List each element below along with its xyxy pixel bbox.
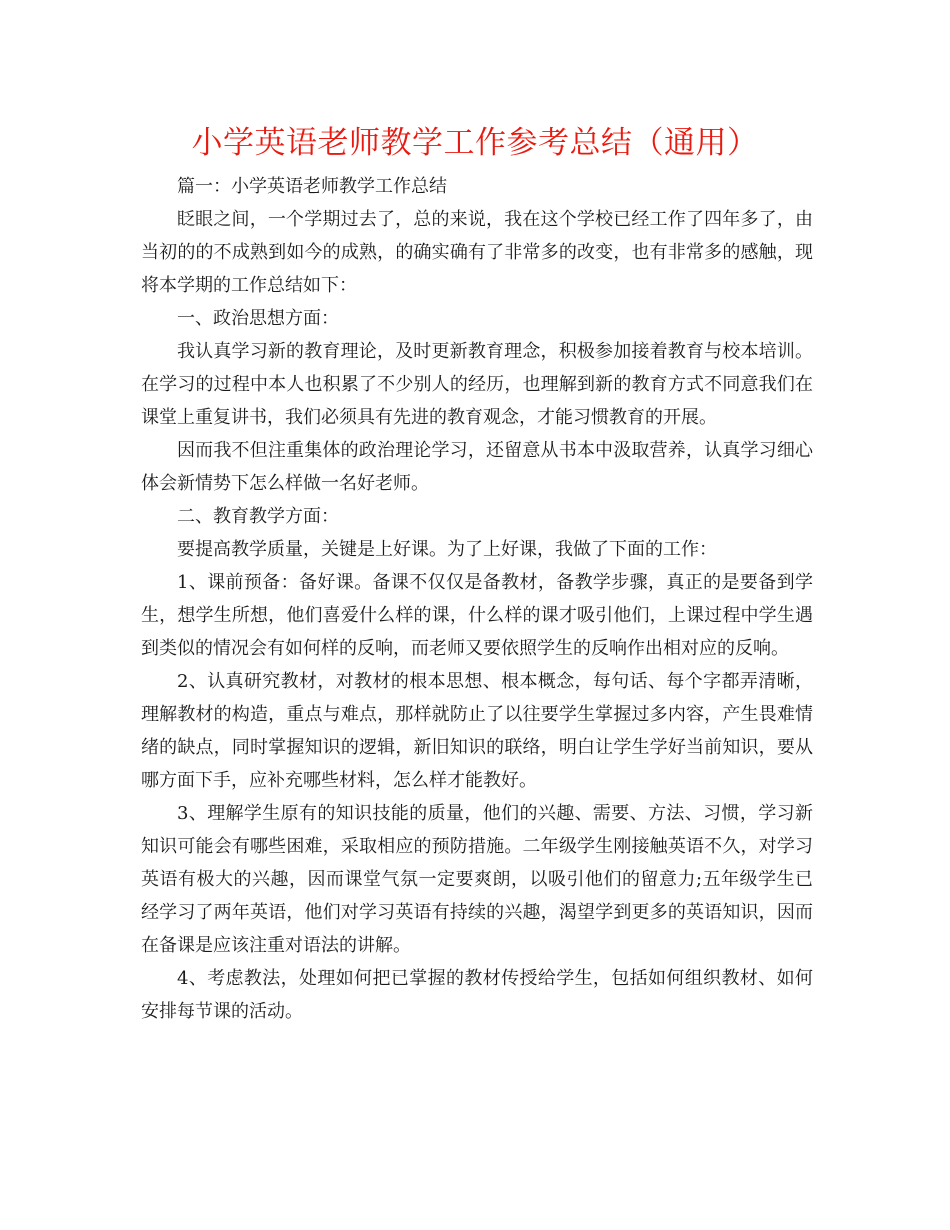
teaching-item-2: 2、认真研究教材，对教材的根本思想、根本概念，每句话、每个字都弄清晰，理解教材的构造，重点与难点，那样就防止了以往要学生掌握过多内容，产生畏难情绪的缺点，同时掌握知识的逻辑，新旧知识的联络，明白让学生学好当前知识，要从哪方面下手，应补充哪些材料，怎么样才能教好。 (141, 671, 813, 791)
document-title: 小学英语老师教学工作参考总结（通用） (191, 125, 759, 161)
document-body (141, 170, 813, 1028)
teaching-item-1: 1、课前预备：备好课。备课不仅仅是备教材，备教学步骤，真正的是要备到学生，想学生所想，他们喜爱什么样的课，什么样的课才吸引他们，上课过程中学生遇到类似的情况会有如何样的反响，而老师又要依照学生的反响作出相对应的反响。 (141, 572, 813, 659)
teaching-item-4: 4、考虑教法，处理如何把已掌握的教材传授给学生，包括如何组织教材、如何安排每节课的活动。 (141, 968, 813, 1022)
section-subtitle: 篇一：小学英语老师教学工作总结 (177, 176, 447, 197)
intro-paragraph: 眨眼之间，一个学期过去了，总的来说，我在这个学校已经工作了四年多了，由当初的的不成熟到如今的成熟，的确实确有了非常多的改变，也有非常多的感触，现将本学期的工作总结如下： (141, 209, 813, 296)
politics-paragraph-2: 因而我不但注重集体的政治理论学习，还留意从书本中汲取营养，认真学习细心体会新情势下怎么样做一名好老师。 (141, 440, 813, 494)
section-heading-politics: 一、政治思想方面： (177, 308, 339, 329)
politics-paragraph-1: 我认真学习新的教育理论，及时更新教育理念，积极参加接着教育与校本培训。在学习的过程中本人也积累了不少别人的经历，也理解到新的教育方式不同意我们在课堂上重复讲书，我们必须具有先进的教育观念，才能习惯教育的开展。 (141, 341, 813, 428)
teaching-intro-paragraph: 要提高教学质量，关键是上好课。为了上好课，我做了下面的工作： (177, 539, 717, 560)
section-heading-teaching: 二、教育教学方面： (177, 506, 339, 527)
teaching-item-3: 3、理解学生原有的知识技能的质量，他们的兴趣、需要、方法、习惯，学习新知识可能会有哪些困难，采取相应的预防措施。二年级学生刚接触英语不久，对学习英语有极大的兴趣，因而课堂气氛一定要爽朗，以吸引他们的留意力;五年级学生已经学习了两年英语，他们对学习英语有持续的兴趣，渴望学到更多的英语知识，因而在备课是应该注重对语法的讲解。 (141, 803, 813, 956)
